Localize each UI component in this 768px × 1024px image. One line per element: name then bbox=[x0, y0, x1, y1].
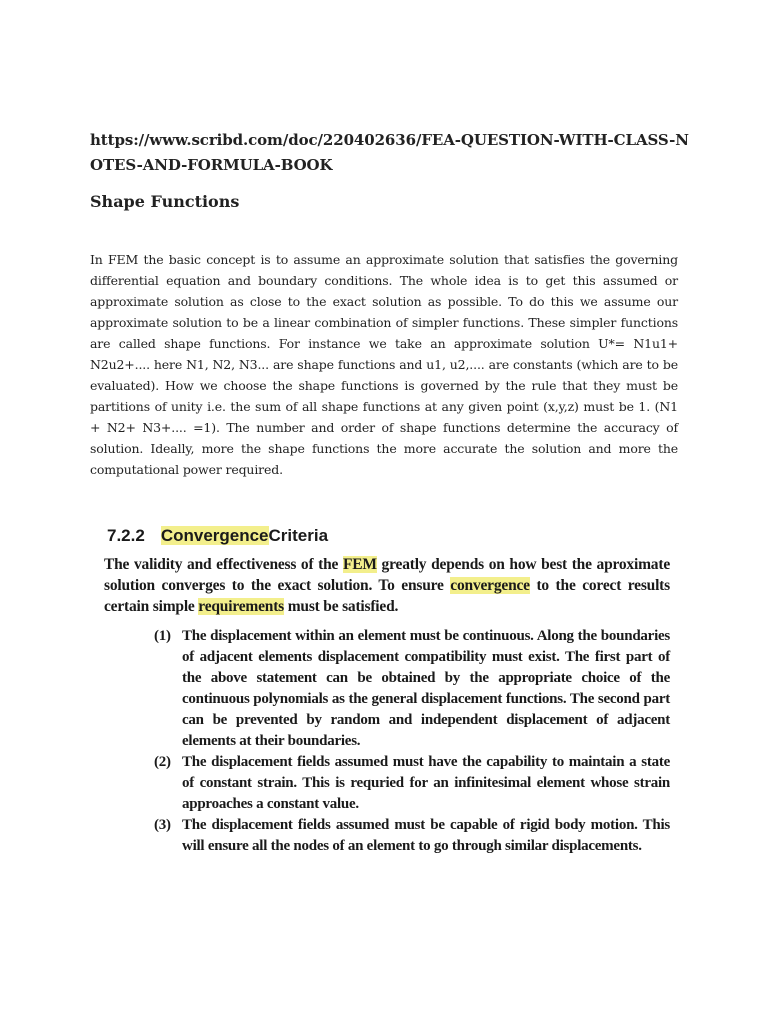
intro-text-3: to the corect results certain simple bbox=[104, 577, 670, 615]
intro-text-4: must be satisfied. bbox=[284, 598, 399, 615]
heading-rest: Criteria bbox=[268, 526, 329, 545]
intro-text-2: greatly depends on how best the aproximate solution converges to the exact solution. To ensure bbox=[104, 556, 670, 594]
shape-functions-paragraph: In FEM the basic concept is to assume an approximate solution that satisfies the governing differential equation and boundary conditions. The whole idea is to get this assumed or approximate solution as close to the exact solution as possible. To do this we assume our approximate solution to be a linear combination of simpler functions. These simpler functions are called shape functions. For instance we take an approximate solution U*= N1u1+ N2u2+.... here N1, N2, N3... are shape functions and u1, u2,.... are constants (which are to be evaluated). How we choose the shape functions is governed by the rule that they must be partitions of unity i.e. the sum of all shape functions at any given point (x,y,z) must be 1. (N1 + N2+ N3+.... =1). The number and order of shape functions determine the accuracy of solution. Ideally, more the shape functions the more accurate the solution and more the computational power required. bbox=[90, 252, 678, 477]
intro-text-1: The validity and effectiveness of the bbox=[104, 556, 343, 573]
requirement-item bbox=[154, 752, 670, 815]
requirement-item bbox=[154, 815, 670, 857]
requirements-list bbox=[154, 626, 670, 857]
requirement-marker: (1) bbox=[154, 628, 171, 644]
source-url: https://www.scribd.com/doc/220402636/FEA-QUESTION-WITH-CLASS-NOTES-AND-FORMULA-BOOK bbox=[90, 131, 689, 174]
requirement-text: The displacement fields assumed must have the capability to maintain a state of constant strain. This is requried for an infinitesimal element whose strain approaches a constant value. bbox=[182, 754, 670, 812]
intro-highlight-convergence: convergence bbox=[450, 577, 530, 594]
heading-number: 7.2.2 bbox=[107, 526, 145, 545]
requirement-marker: (2) bbox=[154, 754, 171, 770]
excerpt-heading bbox=[107, 526, 328, 546]
intro-highlight-requirements: requirements bbox=[198, 598, 285, 615]
requirement-item bbox=[154, 626, 670, 752]
requirement-marker: (3) bbox=[154, 817, 171, 833]
section-title: Shape Functions bbox=[90, 192, 240, 211]
intro-highlight-fem: FEM bbox=[342, 556, 377, 573]
requirement-text: The displacement fields assumed must be capable of rigid body motion. This will ensure all the nodes of an element to go through similar displacements. bbox=[182, 817, 670, 854]
excerpt-intro bbox=[104, 554, 670, 617]
heading-highlight: Convergence bbox=[160, 526, 269, 545]
requirement-text: The displacement within an element must be continuous. Along the boundaries of adjacent elements displacement compatibility must exist. The first part of the above statement can be obtained by the appropriate choice of the continuous polynomials as the general displacement functions. The second part can be prevented by random and independent displacement of adjacent elements at their boundaries. bbox=[182, 628, 670, 749]
